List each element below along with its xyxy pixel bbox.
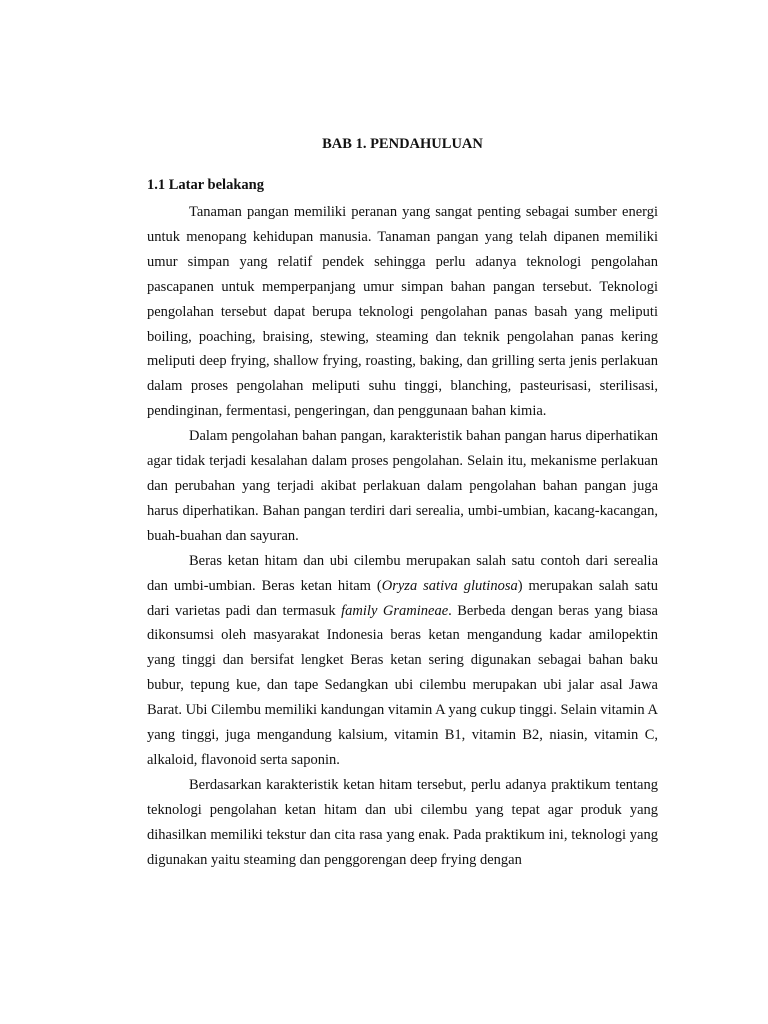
paragraph-3-text-c: . Berbeda dengan beras yang biasa dikonsumsi oleh masyarakat Indonesia beras ketan mengandung kadar amilopektin yang tinggi dan bersifat lengket Beras ketan sering digunakan sebagai bahan baku bubur, tepung kue, dan tape Sedangkan ubi cilembu merupakan ubi jalar asal Jawa Barat. Ubi Cilembu memiliki kandungan vitamin A yang cukup tinggi. Selain vitamin A yang tinggi, juga mengandung kalsium, vitamin B1, vitamin B2, niasin, vitamin C, alkaloid, flavonoid serta saponin. <box>147 602 658 768</box>
paragraph-1: Tanaman pangan memiliki peranan yang sangat penting sebagai sumber energi untuk menopang kehidupan manusia. Tanaman pangan yang telah dipanen memiliki umur simpan yang relatif pendek sehingga perlu adanya teknologi pengolahan pascapanen untuk memperpanjang umur simpan bahan pangan tersebut. Teknologi pengolahan tersebut dapat berupa teknologi pengolahan panas basah yang meliputi boiling, poaching, braising, stewing, steaming dan teknik pengolahan panas kering meliputi deep frying, shallow frying, roasting, baking, dan grilling serta jenis perlakuan dalam proses pengolahan meliputi suhu tinggi, blanching, pasteurisasi, sterilisasi, pendinginan, fermentasi, pengeringan, dan penggunaan bahan kimia. <box>147 204 658 420</box>
paragraph-4: Berdasarkan karakteristik ketan hitam tersebut, perlu adanya praktikum tentang teknologi pengolahan ketan hitam dan ubi cilembu yang tepat agar produk yang dihasilkan memiliki tekstur dan cita rasa yang enak. Pada praktikum ini, teknologi yang digunakan yaitu steaming dan penggorengan deep frying dengan <box>147 776 658 868</box>
paragraph-3 <box>147 549 658 773</box>
paragraph-2: Dalam pengolahan bahan pangan, karakteristik bahan pangan harus diperhatikan agar tidak terjadi kesalahan dalam proses pengolahan. Selain itu, mekanisme perlakuan dan perubahan yang terjadi akibat perlakuan dalam pengolahan bahan pangan juga harus diperhatikan. Bahan pangan terdiri dari serealia, umbi-umbian, kacang-kacangan, buah-buahan dan sayuran. <box>147 428 658 544</box>
family-name: family Gramineae <box>341 602 449 619</box>
page-content <box>147 134 658 872</box>
scientific-name: Oryza sativa glutinosa <box>381 577 518 594</box>
paragraph-3-text-b: ) merupakan salah satu dari varietas padi dan termasuk <box>147 577 658 619</box>
paragraph-3-text-a: Beras ketan hitam dan ubi cilembu merupakan salah satu contoh dari serealia dan umbi-umbian. Beras ketan hitam ( <box>147 552 658 594</box>
chapter-title: BAB 1. PENDAHULUAN <box>322 136 483 152</box>
section-heading: 1.1 Latar belakang <box>147 177 264 193</box>
